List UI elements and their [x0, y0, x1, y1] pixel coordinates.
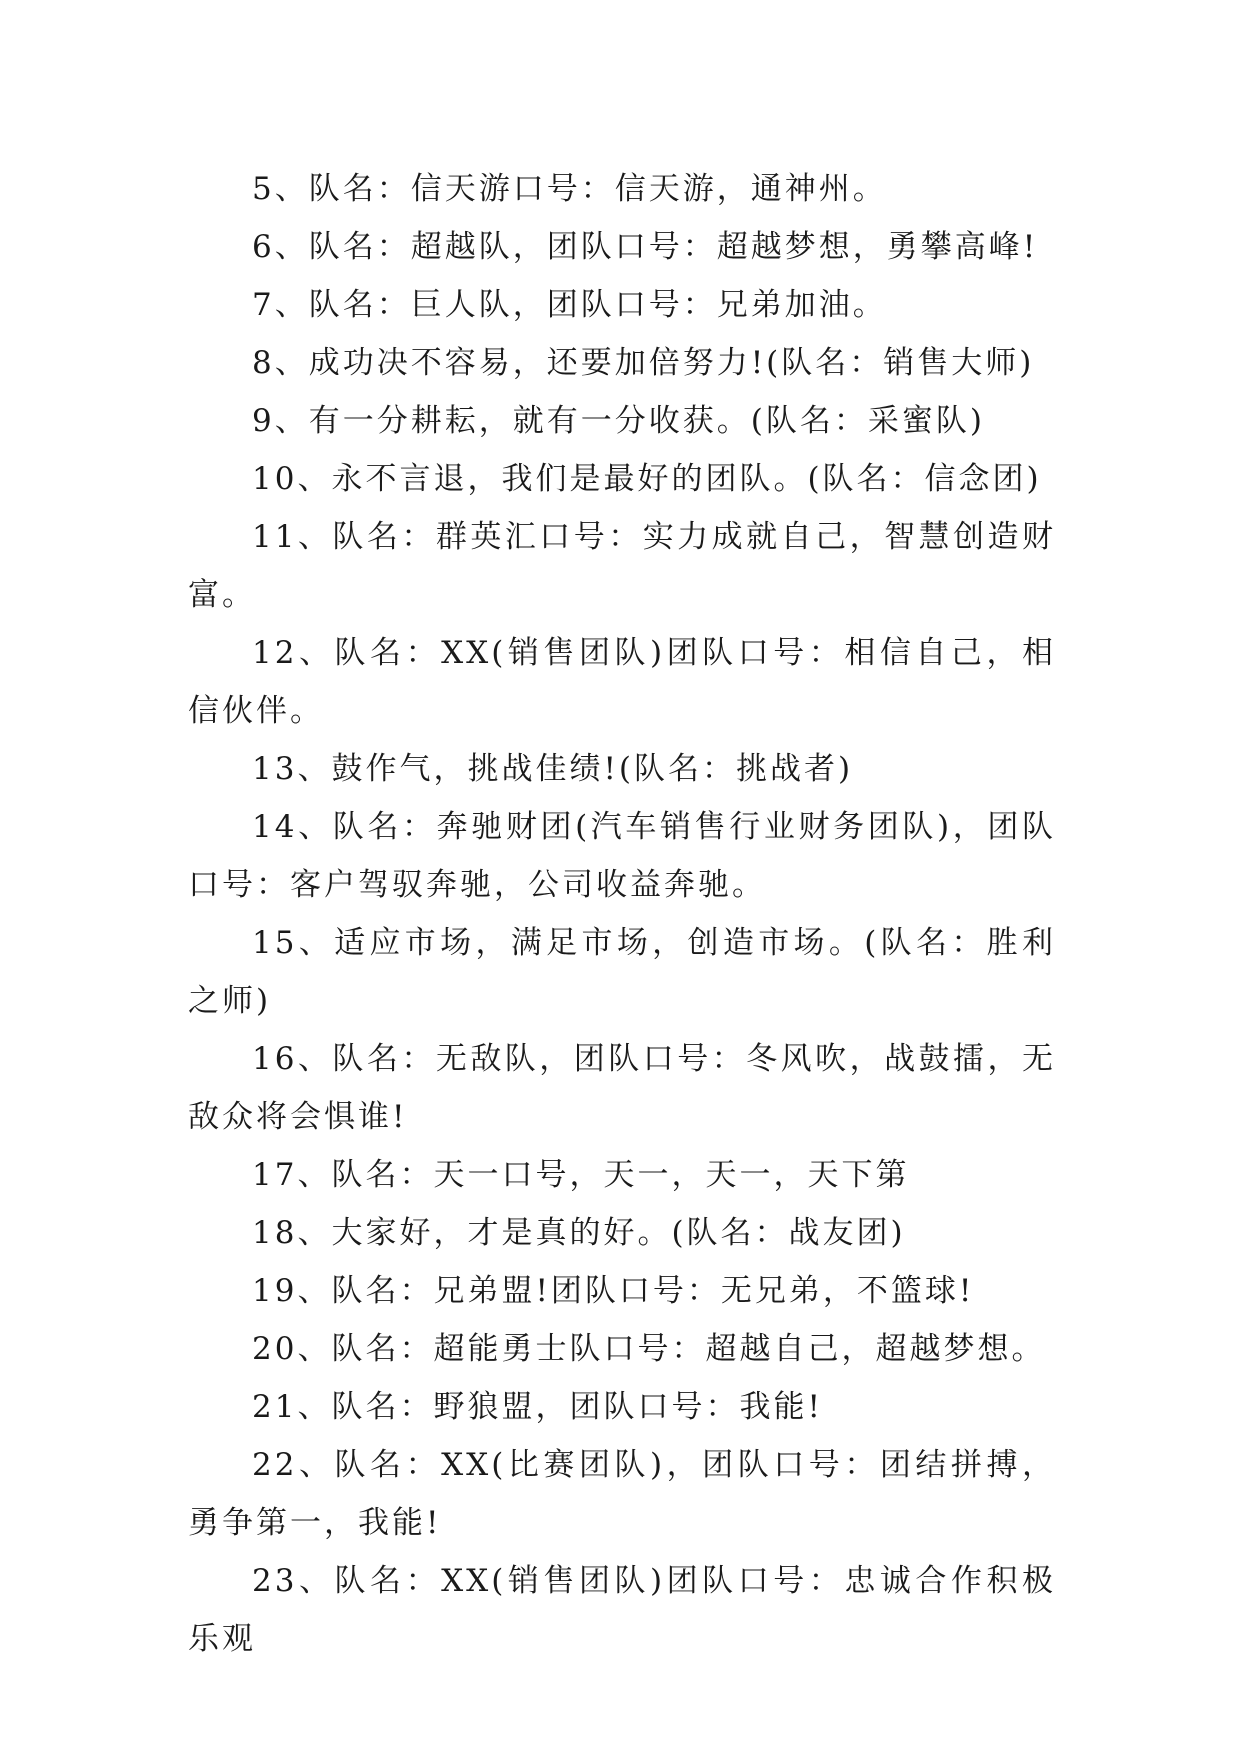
document-body — [188, 160, 1056, 1668]
slogan-paragraph-18: 18、大家好，才是真的好。(队名：战友团) — [252, 1215, 906, 1251]
slogan-paragraph-12: 12、队名：XX(销售团队)团队口号：相信自己，相信伙伴。 — [188, 635, 1056, 729]
slogan-paragraph-22: 22、队名：XX(比赛团队)，团队口号：团结拼搏，勇争第一，我能! — [188, 1447, 1056, 1541]
slogan-paragraph-10: 10、永不言退，我们是最好的团队。(队名：信念团) — [252, 461, 1042, 497]
slogan-paragraph-15: 15、适应市场，满足市场，创造市场。(队名：胜利之师) — [188, 925, 1056, 1019]
slogan-paragraph-16: 16、队名：无敌队，团队口号：冬风吹，战鼓擂，无敌众将会惧谁! — [188, 1041, 1056, 1135]
slogan-paragraph-21: 21、队名：野狼盟，团队口号：我能! — [252, 1389, 823, 1425]
slogan-paragraph-8: 8、成功决不容易，还要加倍努力!(队名：销售大师) — [252, 345, 1035, 381]
slogan-paragraph-13: 13、鼓作气，挑战佳绩!(队名：挑战者) — [252, 751, 854, 787]
slogan-paragraph-20: 20、队名：超能勇士队口号：超越自己，超越梦想。 — [252, 1331, 1046, 1367]
slogan-paragraph-6: 6、队名：超越队，团队口号：超越梦想，勇攀高峰! — [252, 229, 1039, 265]
slogan-paragraph-14: 14、队名：奔驰财团(汽车销售行业财务团队)，团队口号：客户驾驭奔驰，公司收益奔驰。 — [188, 809, 1056, 903]
slogan-paragraph-11: 11、队名：群英汇口号：实力成就自己，智慧创造财富。 — [188, 519, 1056, 613]
slogan-paragraph-17: 17、队名：天一口号，天一，天一，天下第 — [252, 1157, 910, 1193]
slogan-paragraph-7: 7、队名：巨人队，团队口号：兄弟加油。 — [252, 287, 887, 323]
slogan-paragraph-5: 5、队名：信天游口号：信天游，通神州。 — [252, 171, 887, 207]
slogan-paragraph-9: 9、有一分耕耘，就有一分收获。(队名：采蜜队) — [252, 403, 985, 439]
slogan-paragraph-23: 23、队名：XX(销售团队)团队口号：忠诚合作积极乐观 — [188, 1563, 1056, 1657]
slogan-paragraph-19: 19、队名：兄弟盟!团队口号：无兄弟，不篮球! — [252, 1273, 975, 1309]
